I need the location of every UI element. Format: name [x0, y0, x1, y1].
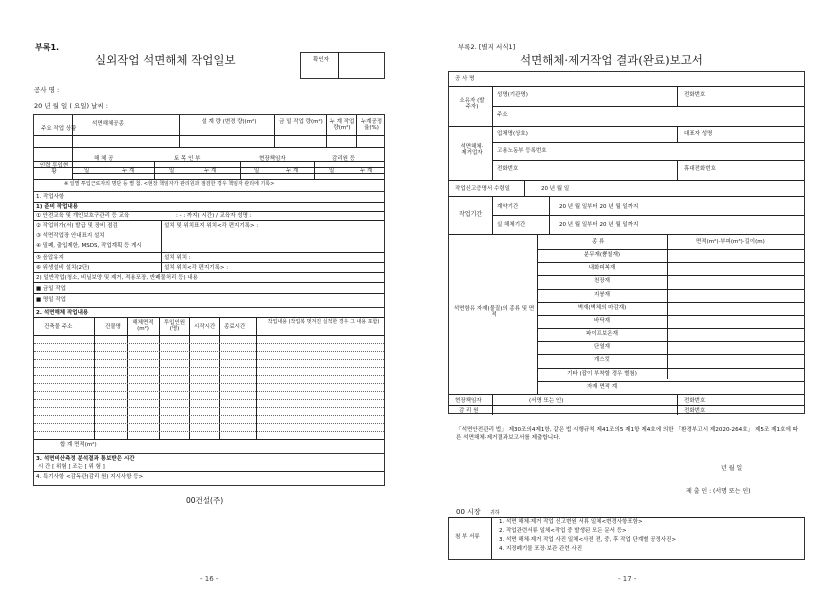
material-row	[537, 328, 804, 341]
t2-col-building: 건물명	[105, 324, 121, 330]
material-row	[537, 354, 804, 367]
sec3-line: 시 간 [ 위험 ] 조는 [ 위 험 ]	[38, 464, 105, 470]
submitter: 제 출 인 : (서명 또는 인)	[686, 488, 751, 495]
table-row	[34, 391, 384, 392]
table-row	[34, 351, 384, 352]
period-label: 작업기간	[459, 211, 483, 218]
attachment-1: 1. 석면 해체·제거 작업 신고변원 서류 일체<변경사항포함>	[499, 519, 643, 525]
plan-period-value: 20 년 월 일부터 20 년 월 일까지	[559, 204, 639, 210]
material-row	[537, 315, 804, 328]
sub-cumul: 누 계	[122, 168, 135, 174]
t2-col-end: 종료시간	[224, 324, 246, 330]
reg-number: 고용노동부 등록번호	[497, 148, 547, 154]
material-name: 지붕재	[594, 291, 610, 298]
col-material-type: 종 류	[592, 239, 605, 245]
material-row	[537, 262, 804, 275]
sub-day: 일	[329, 168, 335, 174]
table-row	[34, 343, 384, 344]
supervisor-phone: 전화번호	[684, 408, 706, 414]
recipient-suffix: 귀하	[490, 510, 500, 516]
table-row	[34, 431, 384, 432]
date-line: 20 년 월 일 ( 요일) 날씨 :	[34, 102, 108, 110]
attachment-3: 3. 석면 해체·제거 작업 사진 일체<사전 전, 중, 후 작업 단계별 공정사진>	[499, 537, 677, 543]
col-site-mgmt: 토 목 인 부	[174, 156, 201, 162]
col-site-rep: 현장책임자	[259, 156, 286, 162]
sub-day: 일	[254, 168, 260, 174]
actual-period-label: 실 해체기간	[497, 222, 526, 228]
t2-col-area: 해체면적 (m²)	[132, 320, 154, 333]
report-form	[448, 71, 805, 414]
material-name: 개스킷	[594, 357, 610, 364]
table-row	[34, 375, 384, 376]
table-row	[34, 399, 384, 400]
col-design: 설 계 량 (변경 량)(m²)	[201, 119, 257, 125]
material-name: 내화피복재	[588, 265, 616, 272]
contractor-phone: 전화번호	[497, 166, 519, 172]
material-name: 바닥재	[594, 317, 610, 324]
site-manager-sign: (서명 또는 인)	[529, 398, 564, 404]
work-content-table	[33, 308, 385, 454]
item-1: ① 안전교육 및 개인보호구관리 등 교육	[36, 213, 130, 219]
total-area-label: 합 계 면적(m²)	[60, 442, 97, 448]
company-name: 업체명(상호)	[497, 131, 528, 137]
material-name: 벽재(벽체의 마감재)	[577, 304, 627, 311]
item-2: ② 작업허가(서) 발급 및 장비 점검	[36, 223, 118, 229]
material-name: 파이프보온재	[586, 331, 618, 338]
permit-date: 20 년 월 일	[541, 186, 570, 192]
material-name: 자재 면적 계	[586, 383, 618, 390]
left-page	[0, 0, 417, 590]
material-name: 분무재(뿜칠재)	[583, 252, 621, 258]
item-5: ⑤ 음압유지	[36, 255, 64, 261]
sec1-2-title: 2) 일반작업(청소, 비닐보양 및 제거, 적용포장, 반폐물처리 등) 내용	[36, 275, 198, 281]
material-row	[537, 368, 804, 381]
table-row	[34, 423, 384, 424]
col-supervisor: 감리원 등	[332, 156, 356, 162]
owner-phone: 전화번호	[684, 92, 706, 98]
attachments-box	[448, 517, 805, 560]
supervisor-label: 감 리 원	[459, 408, 479, 414]
signature: 00건설(주)	[186, 496, 224, 505]
t2-col-addr: 건축물 주소	[44, 324, 73, 330]
contractor-label: 석면해체· 제거업자	[460, 144, 484, 157]
right-page	[418, 0, 835, 590]
material-row	[537, 275, 804, 288]
table-row	[34, 359, 384, 360]
sub-cumul: 누 계	[286, 168, 299, 174]
sub-day: 일	[84, 168, 90, 174]
site-manager-phone: 전화번호	[684, 398, 706, 404]
page-number-left: - 16 -	[200, 575, 219, 583]
table-row	[34, 415, 384, 416]
actual-period-value: 20 년 월 일부터 20 년 월 일까지	[559, 222, 639, 228]
material-name: 기타 (잡이 부착할 경우 별첨)	[567, 370, 637, 377]
owner-name: 성명(기관명)	[497, 92, 528, 98]
col-today: 금 일 작업 량(m²)	[279, 119, 323, 125]
appendix-label: 부록1.	[35, 43, 60, 52]
table-row	[34, 367, 384, 368]
page-title: 실외작업 석면해체 작업일보	[95, 53, 236, 67]
item-3: ③ 석면작업장 안내표지 설치	[36, 233, 105, 239]
owner-label: 소유자 (발주자)	[459, 98, 485, 111]
table-row	[34, 407, 384, 408]
permit-date-label: 작업신고증명서 수령일	[455, 186, 510, 192]
main-status-table	[33, 114, 385, 192]
appendix-label-right: 부록2. [별지 서식1]	[458, 43, 516, 51]
sub-cumul: 누 계	[204, 168, 217, 174]
declaration: 「석면안전관리 법」 제30조의4제1항, 같은 법 시행규칙 제41조의5 제1항 제4호에 의한 「환경부고시 제2020-264호」 제5조 제1호에 따른 석면해체·제거결과보고서를 제출합니다.	[456, 427, 799, 442]
plan-period-label: 계약기간	[497, 204, 519, 210]
col-demolition: 해 체 공	[94, 156, 114, 162]
t2-col-start: 시작시간	[194, 324, 216, 330]
bullet-today: ■ 금일 작업	[36, 286, 66, 292]
table-row	[34, 383, 384, 384]
sec2-title: 2. 석면해체 작업내용	[36, 310, 89, 316]
material-row	[537, 341, 804, 354]
sub-cumul: 누 계	[360, 168, 373, 174]
page-number-right: - 17 -	[618, 575, 637, 583]
material-row	[537, 381, 804, 394]
section-3-4	[33, 454, 385, 486]
col-cumul: 누 계 작업 량(m²)	[329, 119, 355, 132]
site-manager-label: 현장책임자	[455, 398, 482, 404]
col-material-area: 면적(m²)·부피(m³)·길이(m)	[696, 239, 765, 245]
rep-name: 대표자 성명	[684, 131, 713, 137]
material-row	[537, 302, 804, 315]
recipient: 00 시장	[456, 508, 481, 516]
t2-col-workers: 투입인원 (명)	[163, 320, 186, 333]
material-name: 천장재	[594, 278, 610, 285]
bullet-tomorrow: ■ 명일 작업	[36, 297, 66, 303]
sec1-1-title: 1) 준비 작업내용	[36, 204, 79, 210]
confirmer-label: 확인자	[313, 57, 329, 63]
work-items-box	[33, 192, 385, 308]
sub-day: 일	[169, 168, 175, 174]
project-name-label: 공 사 명	[455, 76, 475, 82]
mobile-phone: 휴대전화번호	[684, 166, 716, 172]
col-work-type: 석면해체공종	[92, 121, 124, 127]
attachment-4: 4. 지정폐기물 포장·보관 관련 사진	[499, 546, 583, 552]
material-row	[537, 249, 804, 262]
sec4-title: 4. 특기사항 <감독관(감리 원) 지시사항 등>	[36, 474, 144, 480]
attachments-label: 첨 부 서류	[455, 534, 480, 540]
report-title: 석면해체·제거작업 결과(완료)보고서	[520, 53, 703, 67]
material-row	[537, 289, 804, 302]
item-2-right: 설치 및 위치표지 위치<각 편지기록> :	[164, 223, 259, 229]
project-name: 공사 명 :	[34, 86, 60, 94]
owner-address: 주소	[497, 112, 508, 118]
main-status-label: 주요 작업 상황	[41, 126, 77, 132]
sec3-title: 3. 석면비산측정 분석결과 통보받은 시간	[36, 456, 135, 462]
input-label: 인력 투입현황	[39, 163, 69, 176]
sec1-title: 1. 작업사항	[36, 194, 65, 200]
material-name: 단열재	[594, 344, 610, 351]
note-line: ※ 일별 투입근로자의 명단 등 별 첨. <현장 책임자가 관리원과 점검한 경우 책임자 관리에 기록>	[64, 181, 275, 187]
item-1-right: : - : 까지( 시간) / 교육자 성명 :	[176, 213, 252, 219]
item-6-right: 설치 위치<각 편지기록> :	[164, 265, 229, 271]
attachment-2: 2. 작업관련서류 일체<작업 중 발생된 모든 문서 등>	[499, 528, 627, 534]
t2-col-content: 작업내용 (작업복 벗겨진 실적한 경우 그 내용 포함)	[267, 319, 380, 325]
col-progress: 누계공정 율(%)	[360, 119, 383, 132]
item-4: ④ 밀폐, 출입제한, MSDS, 작업계획 등 게시	[36, 243, 142, 249]
item-6: ⑥ 위생설비 설치(2단)	[36, 265, 90, 271]
material-label: 석면함유 자재(물질)의 종류 및 면적	[453, 306, 535, 319]
report-date: 년 월 일	[721, 465, 743, 472]
item-5-right: 설치 위치 :	[164, 255, 191, 261]
